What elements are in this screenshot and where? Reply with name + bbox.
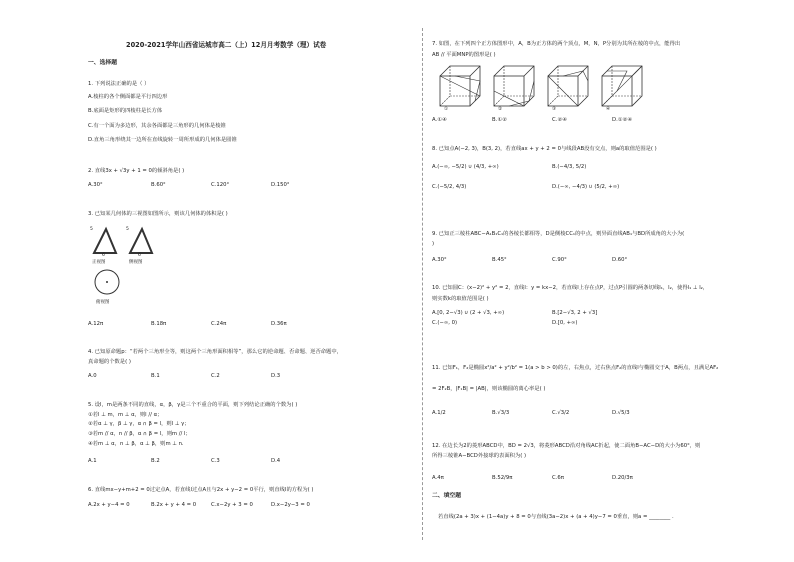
q9-stem-line1: 9. 已知正三棱柱ABC−A₁B₁C₁的各棱长都相等，D是侧棱CC₁的中点，则异面直线AB₁与BD所成角的大小为(: [432, 231, 685, 237]
q3-stem: 3. 已知某几何体的三视图如图所示，则该几何体的体积是( ): [88, 211, 228, 217]
q10-option-b: B.[2−√3, 2 + √3]: [552, 310, 598, 316]
q6-option-b: B.2x + y + 4 = 0: [151, 502, 197, 508]
q10-option-a: A.[0, 2−√3) ∪ (2 + √3, +∞): [432, 310, 505, 316]
q5-option-b: B.2: [151, 458, 160, 464]
q7-option-d: D.①②④: [612, 117, 633, 123]
q2-stem: 2. 直线3x + √3y + 1 = 0的倾斜角是( ): [88, 168, 185, 174]
cube-figure-2: [494, 66, 534, 106]
q5-item-3: ③若m // α，n // β，α ∩ β = l，则m // l；: [88, 431, 191, 437]
q5-item-1: ①若l ⊥ m，m ⊥ α，则l // α；: [88, 412, 163, 418]
q1-option-b: B.底面是矩形的四棱柱是长方体: [88, 108, 163, 114]
q10-stem-line2: 则实数k的取值范围是( ): [432, 296, 489, 302]
q7-stem-line1: 7. 如图，在下列四个正方体图形中，A，B为正方体的两个顶点，M，N，P分别为其所在棱的中点，能得出: [432, 41, 681, 47]
cube-figures: [438, 64, 658, 110]
q5-item-2: ②若α ⊥ γ，β ⊥ γ，α ∩ β = l，则l ⊥ γ；: [88, 421, 190, 427]
cube-label-3: ③: [552, 107, 557, 112]
q11-stem-line2: = 2F₂B，|F₁B| = |AB|，则该椭圆的离心率是( ): [432, 386, 546, 392]
side-view-caption: 侧视图: [129, 260, 143, 265]
cube-figure-1: [440, 66, 480, 106]
q11-stem-line1: 11. 已知F₁，F₂是椭圆x²/a² + y²/b² = 1(a > b > 0)的左，右焦点，过右焦点F₂的直线l与椭圆交于A，B两点，且满足AF₂: [432, 365, 719, 371]
q6-option-d: D.x−2y−3 = 0: [271, 502, 310, 508]
side-view-triangle: [130, 229, 152, 253]
cube-figure-3: [548, 66, 588, 106]
cube-figure-4: [602, 66, 642, 106]
top-view-caption: 俯视图: [96, 300, 110, 305]
q4-option-a: A.0: [88, 373, 97, 379]
q4-option-b: B.1: [151, 373, 160, 379]
q6-option-a: A.2x + y−4 = 0: [88, 502, 130, 508]
front-view-caption: 正视图: [92, 260, 106, 265]
q1-stem: 1. 下列说法正确的是（ ）: [88, 81, 150, 87]
right-column: [432, 0, 754, 562]
q9-option-b: B.45°: [492, 257, 507, 263]
front-view-dim-base: 6: [102, 253, 105, 258]
q2-option-a: A.30°: [88, 182, 103, 188]
q4-option-c: C.2: [211, 373, 220, 379]
q2-option-b: B.60°: [151, 182, 166, 188]
q3-option-b: B.18π: [151, 321, 167, 327]
q5-option-c: C.3: [211, 458, 220, 464]
q8-option-b: B.(−4/3, 5/2): [552, 164, 587, 170]
three-view-figure: [90, 225, 160, 310]
q6-option-c: C.x−2y + 3 = 0: [211, 502, 253, 508]
q8-stem: 8. 已知点A(−2, 3)，B(3, 2)，若直线ax + y + 2 = 0与线段AB没有交点，则a的取值范围是( ): [432, 146, 657, 152]
q9-stem-line2: ): [432, 241, 435, 247]
q9-option-c: C.90°: [552, 257, 567, 263]
q12-option-d: D.20/3π: [612, 475, 633, 481]
q7-stem-line2: AB // 平面MNP的图形是( ): [432, 52, 496, 58]
q8-option-c: C.(−5/2, 4/3): [432, 184, 467, 190]
front-view-triangle: [94, 229, 116, 253]
cube-label-2: ②: [498, 107, 503, 112]
q11-option-d: D.√5/3: [612, 410, 630, 416]
q1-option-d: D.直角三角形绕其一边所在直线旋转一周所形成的几何体是圆锥: [88, 137, 237, 143]
section-heading-choice: 一、选择题: [88, 60, 117, 66]
q2-option-c: C.120°: [211, 182, 230, 188]
q3-option-d: D.36π: [271, 321, 287, 327]
q6-stem: 6. 直线mx−y+m+2 = 0过定点A，若直线l过点A且与2x + y−2 = 0平行，则直线l的方程为( ): [88, 487, 314, 493]
cube-label-1: ①: [444, 107, 449, 112]
q9-option-d: D.60°: [612, 257, 628, 263]
q5-option-a: A.1: [88, 458, 97, 464]
q2-option-d: D.150°: [271, 182, 290, 188]
section-heading-fill: 二、填空题: [432, 493, 461, 499]
fill-question: 若直线(2a + 3)x + (1−4a)y + 8 = 0与直线(3a−2)x + (a + 4)y−7 = 0垂直，则a = ________ .: [438, 514, 674, 520]
q4-stem-line2: 真命题的个数是( ): [88, 359, 131, 365]
q10-option-d: D.[0, +∞): [552, 320, 578, 326]
q7-option-b: B.①②: [492, 117, 507, 123]
side-view-dim-slant: 5: [126, 227, 129, 232]
q5-item-4: ④若m ⊥ α，n ⊥ β，α ⊥ β，则m ⊥ n.: [88, 441, 184, 447]
q1-option-c: C.有一个面为多边形，其余各面都是三角形的几何体是棱锥: [88, 123, 226, 129]
q8-option-a: A.(−∞, −5/2) ∪ (4/3, +∞): [432, 164, 499, 170]
q4-option-d: D.3: [271, 373, 281, 379]
q10-stem-line1: 10. 已知圆C：(x−2)² + y² = 2，直线l：y = kx−2，若直线l上存在点P，过点P引圆的两条切线l₁，l₂，使得l₁ ⊥ l₂，: [432, 285, 709, 291]
q11-option-c: C.√3/2: [552, 410, 570, 416]
q7-option-c: C.②④: [552, 117, 567, 123]
q12-option-c: C.6π: [552, 475, 564, 481]
q3-option-c: C.24π: [211, 321, 227, 327]
q10-option-c: C.(−∞, 0): [432, 320, 458, 326]
q7-option-a: A.①④: [432, 117, 447, 123]
q11-option-b: B.√3/3: [492, 410, 510, 416]
q5-option-d: D.4: [271, 458, 281, 464]
column-divider: [422, 28, 423, 540]
q11-option-a: A.1/2: [432, 410, 446, 416]
q12-option-b: B.52/9π: [492, 475, 513, 481]
side-view-dim-base: 6: [138, 253, 141, 258]
q3-option-a: A.12π: [88, 321, 104, 327]
left-column: [88, 0, 410, 562]
top-view-circle: [95, 270, 119, 294]
q12-stem-line1: 12. 在边长为2的菱形ABCD中，BD = 2√3，将菱形ABCD沿对角线AC折起，使二面角B−AC−D的大小为60°，则: [432, 443, 701, 449]
front-view-dim-slant: 5: [90, 227, 93, 232]
q5-stem: 5. 设l，m是两条不同的直线，α，β，γ是三个不重合的平面，则下列结论正确的个数为( ): [88, 402, 298, 408]
cube-label-4: ④: [606, 107, 611, 112]
q1-option-a: A.棱柱的各个侧面都是平行四边形: [88, 94, 168, 100]
exam-title: 2020-2021学年山西省运城市高二（上）12月月考数学（理）试卷: [126, 41, 327, 49]
q8-option-d: D.(−∞, −4/3) ∪ (5/2, +∞): [552, 184, 620, 190]
q9-option-a: A.30°: [432, 257, 447, 263]
q12-option-a: A.4π: [432, 475, 444, 481]
q4-stem-line1: 4. 已知原命题p：“若两个三角形全等，则这两个三角形面积相等”，那么它的逆命题、否命题、逆否命题中，: [88, 349, 342, 355]
q12-stem-line2: 所得三棱锥A−BCD外接球的表面积为( ): [432, 453, 527, 459]
